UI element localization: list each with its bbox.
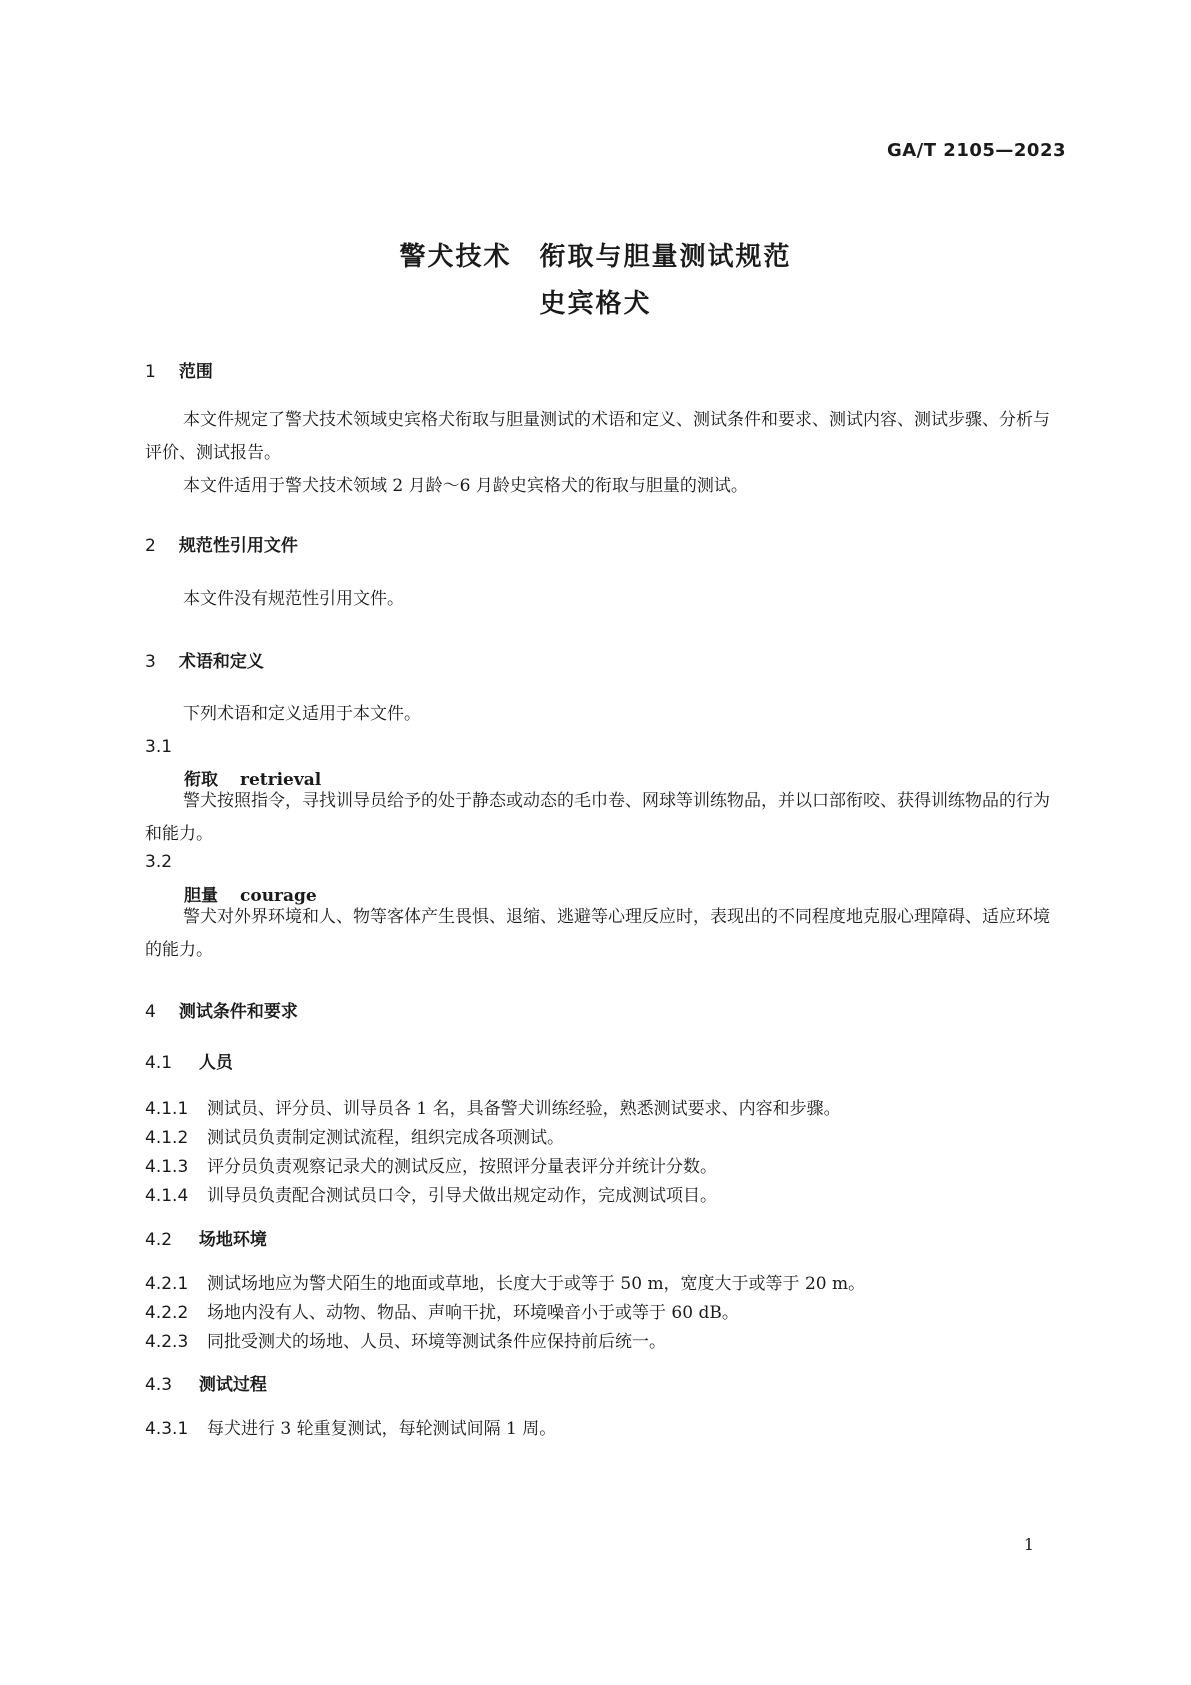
paragraph: 下列术语和定义适用于本文件。 bbox=[183, 704, 421, 724]
clause-number: 4.1.3 bbox=[145, 1157, 189, 1177]
section-title: 术语和定义 bbox=[178, 652, 264, 672]
section-number: 3 bbox=[145, 652, 156, 672]
term-definition: 警犬对外界环境和人、物等客体产生畏惧、退缩、逃避等心理反应时，表现出的不同程度地克服心理障碍、适应环境的能力。 bbox=[145, 907, 1050, 960]
section-number: 4.2 bbox=[145, 1230, 173, 1250]
term-number: 3.1 bbox=[145, 737, 173, 757]
clause-text: 测试员、评分员、训导员各 1 名，具备警犬训练经验，熟悉测试要求、内容和步骤。 bbox=[207, 1099, 841, 1119]
section-title: 场地环境 bbox=[198, 1230, 267, 1250]
term-definition: 警犬按照指令，寻找训导员给予的处于静态或动态的毛巾卷、网球等训练物品，并以口部衔咬、获得训练物品的行为和能力。 bbox=[145, 791, 1050, 844]
clause-text: 同批受测犬的场地、人员、环境等测试条件应保持前后统一。 bbox=[207, 1332, 666, 1352]
clause bbox=[145, 1414, 556, 1439]
clause bbox=[145, 1094, 841, 1119]
clause-text: 测试场地应为警犬陌生的地面或草地，长度大于或等于 50 m，宽度大于或等于 20 m。 bbox=[207, 1274, 866, 1294]
clause bbox=[145, 1327, 666, 1352]
clause-text: 测试员负责制定测试流程，组织完成各项测试。 bbox=[207, 1128, 564, 1148]
standard-number: GA/T 2105—2023 bbox=[886, 140, 1066, 161]
clause-text: 场地内没有人、动物、物品、声响干扰，环境噪音小于或等于 60 dB。 bbox=[207, 1303, 739, 1323]
section-title: 范围 bbox=[178, 362, 213, 382]
clause-number: 4.2.1 bbox=[145, 1274, 189, 1294]
clause-number: 4.1.1 bbox=[145, 1099, 189, 1119]
section-3-heading bbox=[145, 647, 264, 672]
clause-number: 4.1.2 bbox=[145, 1128, 189, 1148]
term-en: courage bbox=[240, 886, 317, 906]
section-number: 4.1 bbox=[145, 1053, 173, 1073]
clause-number: 4.2.2 bbox=[145, 1303, 189, 1323]
section-title: 规范性引用文件 bbox=[178, 536, 298, 556]
clause bbox=[145, 1181, 717, 1206]
section-4-heading bbox=[145, 997, 298, 1022]
subsection-4-3-heading bbox=[145, 1370, 267, 1395]
clause bbox=[145, 1269, 865, 1294]
clause bbox=[145, 1123, 564, 1148]
clause bbox=[145, 1298, 739, 1323]
clause-number: 4.3.1 bbox=[145, 1419, 189, 1439]
section-2-heading bbox=[145, 531, 298, 556]
clause-text: 评分员负责观察记录犬的测试反应，按照评分量表评分并统计分数。 bbox=[207, 1157, 717, 1177]
section-number: 1 bbox=[145, 362, 156, 382]
section-title: 测试条件和要求 bbox=[178, 1002, 298, 1022]
clause-text: 每犬进行 3 轮重复测试，每轮测试间隔 1 周。 bbox=[207, 1419, 557, 1439]
clause-number: 4.1.4 bbox=[145, 1186, 189, 1206]
section-number: 4 bbox=[145, 1002, 156, 1022]
paragraph: 本文件没有规范性引用文件。 bbox=[183, 589, 404, 609]
term-cn: 衔取 bbox=[184, 770, 218, 790]
section-number: 4.3 bbox=[145, 1375, 173, 1395]
clause-text: 训导员负责配合测试员口令，引导犬做出规定动作，完成测试项目。 bbox=[207, 1186, 717, 1206]
clause-number: 4.2.3 bbox=[145, 1332, 189, 1352]
document-title: 警犬技术 衔取与胆量测试规范 bbox=[399, 242, 792, 272]
term-en: retrieval bbox=[240, 770, 322, 790]
term-cn: 胆量 bbox=[184, 886, 218, 906]
document-subtitle: 史宾格犬 bbox=[539, 289, 652, 319]
clause bbox=[145, 1152, 717, 1177]
paragraph: 本文件适用于警犬技术领域 2 月龄～6 月龄史宾格犬的衔取与胆量的测试。 bbox=[183, 476, 748, 496]
section-title: 人员 bbox=[198, 1053, 233, 1073]
section-title: 测试过程 bbox=[198, 1375, 267, 1395]
page-number: 1 bbox=[1023, 1535, 1034, 1554]
subsection-4-2-heading bbox=[145, 1225, 267, 1250]
subsection-4-1-heading bbox=[145, 1048, 233, 1073]
section-1-heading bbox=[145, 357, 213, 382]
section-number: 2 bbox=[145, 536, 156, 556]
term-number: 3.2 bbox=[145, 852, 173, 872]
paragraph: 本文件规定了警犬技术领域史宾格犬衔取与胆量测试的术语和定义、测试条件和要求、测试内容、测试步骤、分析与评价、测试报告。 bbox=[145, 410, 1050, 463]
